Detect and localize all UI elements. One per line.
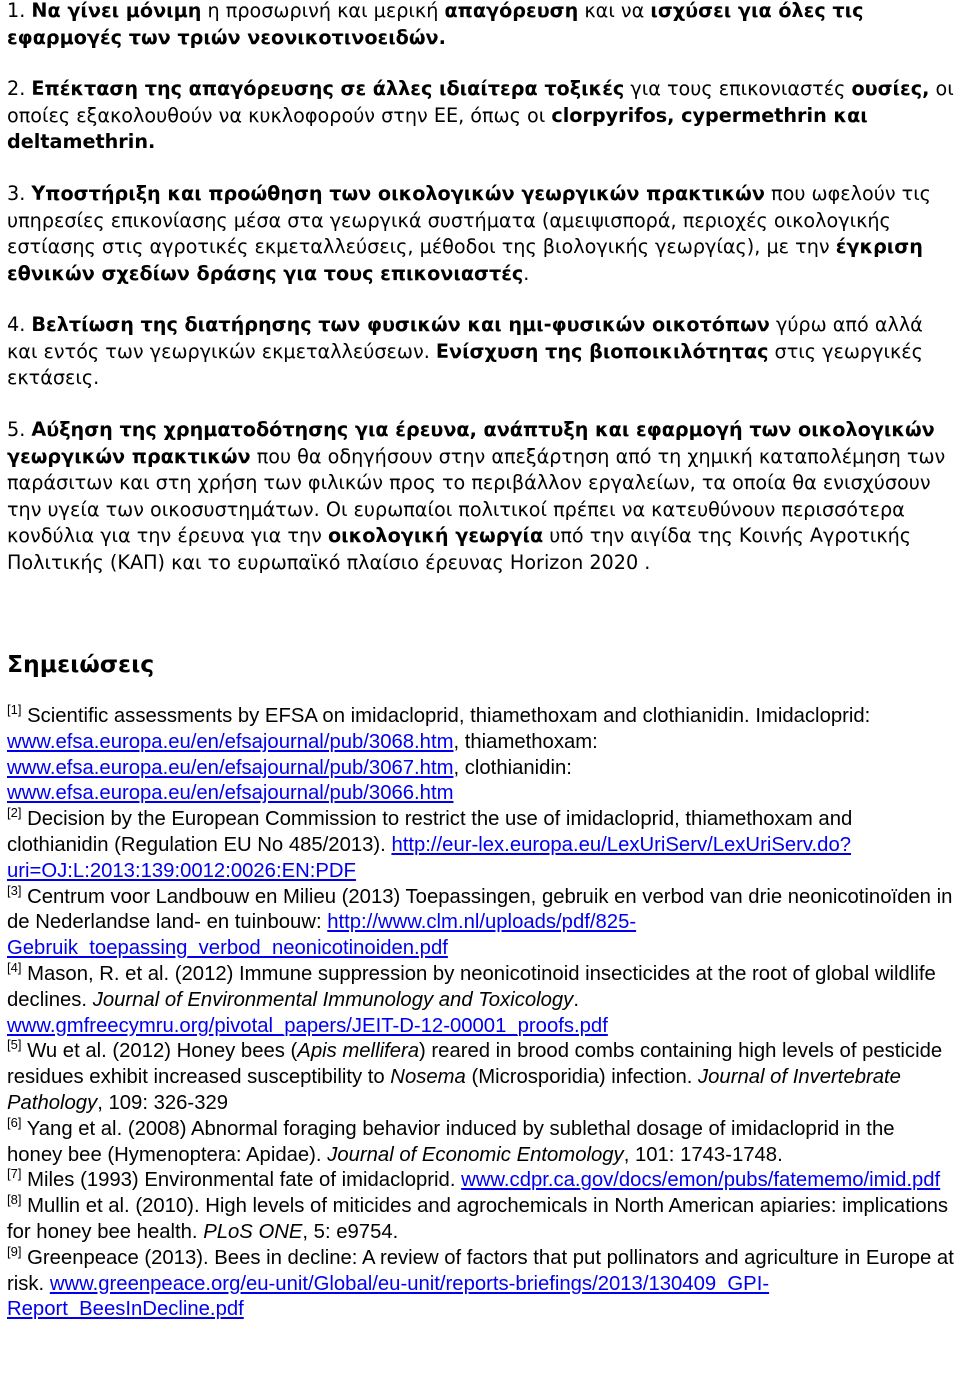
body-text: που ωφελούν τις υπηρεσίες επικονίασης μέσα στα γεωργικά συστήματα (αμειψισπορά, περιοχές οικολογικής εστίασης στις αγροτικές εκμεταλλεύσεις, μέθοδοι της βιολογικής γεωργίας), με την	[7, 182, 931, 258]
footnote-number: [6]	[7, 1114, 22, 1130]
footnote-text: Centrum voor Landbouw en Milieu (2013) Toepassingen, gebruik en verbod van drie neonicotinoïden in de Nederlandse land- en tuinbouw:	[7, 885, 953, 934]
footnote-text: Mason, R. et al. (2012) Immune suppression by neonicotinoid insecticides at the root of global wildlife declines.	[7, 962, 936, 1011]
body-text: οι οποίες εξακολουθούν να κυκλοφορούν στην ΕΕ, όπως οι	[7, 77, 954, 127]
bold-text: ισχύσει για όλες τις εφαρμογές των τριών νεονικοτινοειδών.	[7, 0, 864, 49]
reference-link[interactable]: http://www.clm.nl/uploads/pdf/825-Gebruik_toepassing_verbod_neonicotinoiden.pdf	[7, 911, 637, 960]
footnote	[7, 959, 955, 1039]
demand-item-5	[7, 417, 955, 576]
footnote-number: [1]	[7, 702, 22, 717]
body-text: 2.	[7, 77, 32, 100]
body-text: για τους επικονιαστές	[624, 77, 852, 100]
reference-link[interactable]: www.efsa.europa.eu/en/efsajournal/pub/3067.htm	[7, 756, 454, 779]
footnote	[7, 1039, 955, 1116]
body-text: η προσωρινή και μερική	[201, 0, 445, 22]
footnote-text: , thiamethoxam:	[453, 730, 598, 753]
body-text: 4.	[7, 313, 32, 336]
body-text: 3.	[7, 182, 32, 205]
reference-link[interactable]: http://eur-lex.europa.eu/LexUriServ/LexUriServ.do?uri=OJ:L:2013:139:0012:0026:EN:PDF	[7, 833, 852, 882]
bold-text: οικολογική γεωργία	[327, 524, 544, 547]
footnote-text: Yang et al. (2008) Abnormal foraging behavior induced by sublethal dosage of imidacloprid in the honey bee (Hymenoptera: Apidae).	[7, 1117, 895, 1166]
demand-item-2	[7, 76, 955, 156]
bold-text: Βελτίωση της διατήρησης των φυσικών και ημι-φυσικών οικοτόπων	[31, 313, 770, 336]
body-text: .	[523, 261, 530, 285]
footnote-text: , 101: 1743-1748.	[623, 1143, 783, 1166]
footnote-number: [2]	[7, 805, 22, 821]
reference-link[interactable]: www.gmfreecymru.org/pivotal_papers/JEIT-D-12-00001_proofs.pdf	[7, 1014, 608, 1037]
footnote-text: , 5: e9754.	[302, 1220, 399, 1243]
footnote-text: .	[573, 988, 579, 1011]
italic-text: Journal of Invertebrate Pathology	[7, 1066, 901, 1114]
footnote	[7, 882, 955, 962]
footnote	[7, 704, 955, 807]
body-text: στις γεωργικές εκτάσεις.	[7, 339, 923, 389]
demand-item-3	[7, 181, 955, 287]
bold-text: έγκριση εθνικών σχεδίων δράσης για τους επικονιαστές	[7, 235, 923, 285]
footnote	[7, 1194, 955, 1246]
footnote-number: [8]	[7, 1192, 22, 1208]
bold-text: Να γίνει μόνιμη	[31, 0, 202, 22]
reference-link[interactable]: www.efsa.europa.eu/en/efsajournal/pub/3066.htm	[7, 782, 454, 805]
footnote-number: [9]	[7, 1243, 22, 1259]
footnote	[7, 1168, 955, 1194]
footnote-text: Decision by the European Commission to restrict the use of imidacloprid, thiamethoxam and clothianidin (Regulation EU No 485/2013).	[7, 808, 853, 856]
footnote-text: ) reared in brood combs containing high levels of pesticide residues exhibit increased susceptibility to	[7, 1040, 943, 1089]
italic-text: Journal of Economic Entomology	[327, 1143, 624, 1166]
footnote-text: Scientific assessments by EFSA on imidacloprid, thiamethoxam and clothianidin. Imidacloprid:	[21, 705, 871, 727]
body-text: 5.	[7, 418, 32, 441]
italic-text: PLoS ONE	[203, 1220, 303, 1243]
body-text: υπό την αιγίδα της Κοινής Αγροτικής Πολιτικής (ΚΑΠ) και το ευρωπαϊκό πλαίσιο έρευνας Horizon 2020 .	[7, 524, 912, 574]
footnote-text: Miles (1993) Environmental fate of imidacloprid.	[21, 1169, 462, 1192]
footnote-text: Greenpeace (2013). Bees in decline: A review of factors that put pollinators and agriculture in Europe at risk.	[7, 1246, 954, 1295]
bold-text: clorpyrifos, cypermethrin και deltamethrin.	[7, 103, 868, 153]
footnote-text: (Microsporidia) infection.	[465, 1066, 699, 1089]
bold-text: Αύξηση της χρηματοδότησης για έρευνα, ανάπτυξη και εφαρμογή των οικολογικών γεωργικών πρακτικών	[7, 418, 935, 468]
footnote	[7, 807, 955, 884]
footnote-text: Mullin et al. (2010). High levels of miticides and agrochemicals in North American apiaries: implications for honey bee health.	[7, 1195, 949, 1243]
footnote	[7, 1243, 955, 1323]
body-text: που θα οδηγήσουν στην απεξάρτηση από τη χημική καταπολέμηση των παράσιτων και στη χρήση των φιλικών προς το περιβάλλον εργαλείων, τα οποία θα ενισχύσουν την υγεία των οικοσυστημάτων. Οι ευρωπαίοι πολιτικοί πρέπει να κατευθύνουν περισσότερα κονδύλια για την έρευνα για την	[7, 444, 946, 547]
body-text: 1.	[7, 0, 32, 22]
demand-item-1	[7, 0, 955, 51]
footnote-text: Wu et al. (2012) Honey bees (	[21, 1040, 298, 1063]
body-text: και να	[578, 0, 651, 22]
bold-text: ουσίες,	[851, 77, 930, 100]
demand-item-4	[7, 312, 955, 392]
italic-text: Nosema	[390, 1066, 466, 1089]
reference-link[interactable]: www.greenpeace.org/eu-unit/Global/eu-unit/reports-briefings/2013/130409_GPI-Report_BeesInDecline.pdf	[7, 1272, 770, 1321]
bold-text: Υποστήριξη και προώθηση των οικολογικών γεωργικών πρακτικών	[31, 182, 765, 205]
italic-text: Journal of Environmental Immunology and Toxicology	[92, 988, 574, 1011]
notes-list	[7, 704, 955, 1323]
footnote-number: [5]	[7, 1037, 22, 1053]
reference-link[interactable]: www.efsa.europa.eu/en/efsajournal/pub/3068.htm	[7, 730, 454, 753]
footnote-number: [3]	[7, 882, 22, 898]
reference-link[interactable]: www.cdpr.ca.gov/docs/emon/pubs/fatememo/imid.pdf	[461, 1169, 941, 1192]
footnote-text: , clothianidin:	[453, 756, 572, 779]
footnote-text: , 109: 326-329	[97, 1091, 229, 1114]
bold-text: απαγόρευση	[444, 0, 579, 22]
bold-text: Ενίσχυση της βιοποικιλότητας	[435, 339, 769, 363]
footnote-number: [4]	[7, 959, 22, 975]
notes-heading: Σημειώσεις	[7, 650, 155, 678]
bold-text: Επέκταση της απαγόρευσης σε άλλες ιδιαίτερα τοξικές	[31, 77, 625, 100]
body-text: γύρω από αλλά και εντός των γεωργικών εκμεταλλεύσεων.	[7, 313, 923, 363]
footnote	[7, 1114, 955, 1169]
italic-text: Apis mellifera	[297, 1040, 420, 1063]
footnote-number: [7]	[7, 1166, 22, 1182]
